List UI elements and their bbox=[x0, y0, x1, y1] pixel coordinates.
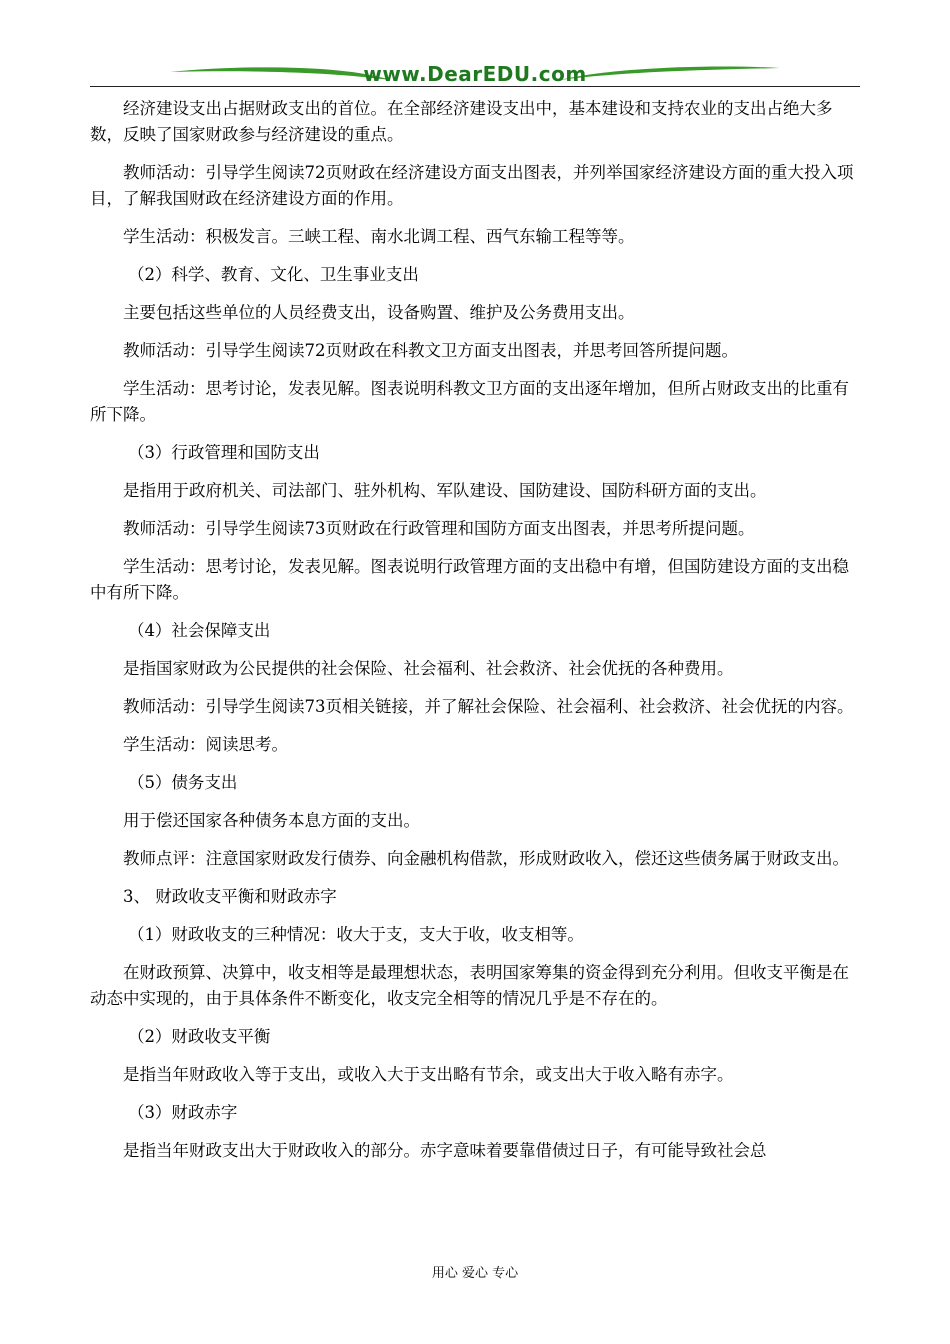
paragraph: 是指用于政府机关、司法部门、驻外机构、军队建设、国防建设、国防科研方面的支出。 bbox=[123, 481, 767, 500]
section-heading: （1）财政收支的三种情况：收大于支，支大于收，收支相等。 bbox=[127, 925, 584, 944]
paragraph: 教师点评：注意国家财政发行债券、向金融机构借款，形成财政收入，偿还这些债务属于财政支出。 bbox=[123, 849, 849, 868]
paragraph: 在财政预算、决算中，收支相等是最理想状态，表明国家筹集的资金得到充分利用。但收支平衡是在动态中实现的，由于具体条件不断变化，收支完全相等的情况几乎是不存在的。 bbox=[90, 963, 849, 1008]
site-name: www.DearEDU.com bbox=[363, 62, 587, 86]
paragraph: 学生活动：积极发言。三峡工程、南水北调工程、西气东输工程等等。 bbox=[123, 227, 635, 246]
paragraph: 教师活动：引导学生阅读73页相关链接，并了解社会保险、社会福利、社会救济、社会优抚的内容。 bbox=[123, 697, 854, 716]
section-heading: （5）债务支出 bbox=[127, 773, 238, 792]
paragraph: 是指当年财政支出大于财政收入的部分。赤字意味着要靠借债过日子，有可能导致社会总 bbox=[123, 1141, 767, 1160]
paragraph: 学生活动：思考讨论，发表见解。图表说明行政管理方面的支出稳中有增，但国防建设方面的支出稳中有所下降。 bbox=[90, 557, 849, 602]
section-heading: （3）行政管理和国防支出 bbox=[127, 443, 320, 462]
document-body bbox=[90, 96, 860, 1176]
paragraph: 主要包括这些单位的人员经费支出，设备购置、维护及公务费用支出。 bbox=[123, 303, 635, 322]
paragraph: 教师活动：引导学生阅读72页财政在经济建设方面支出图表，并列举国家经济建设方面的重大投入项目，了解我国财政在经济建设方面的作用。 bbox=[90, 163, 854, 208]
page-footer: 用心 爱心 专心 bbox=[431, 1266, 519, 1281]
section-heading: （4）社会保障支出 bbox=[127, 621, 271, 640]
paragraph: 教师活动：引导学生阅读72页财政在科教文卫方面支出图表，并思考回答所提问题。 bbox=[123, 341, 738, 360]
section-heading: （2）财政收支平衡 bbox=[127, 1027, 271, 1046]
paragraph: 学生活动：阅读思考。 bbox=[123, 735, 288, 754]
paragraph: 用于偿还国家各种债务本息方面的支出。 bbox=[123, 811, 420, 830]
paragraph: 经济建设支出占据财政支出的首位。在全部经济建设支出中，基本建设和支持农业的支出占绝大多数，反映了国家财政参与经济建设的重点。 bbox=[90, 99, 833, 144]
paragraph: 学生活动：思考讨论，发表见解。图表说明科教文卫方面的支出逐年增加，但所占财政支出的比重有所下降。 bbox=[90, 379, 849, 424]
header-rule bbox=[90, 86, 860, 87]
paragraph: 教师活动：引导学生阅读73页财政在行政管理和国防方面支出图表，并思考所提问题。 bbox=[123, 519, 755, 538]
section-heading: （2）科学、教育、文化、卫生事业支出 bbox=[127, 265, 419, 284]
paragraph: 是指当年财政收入等于支出，或收入大于支出略有节余，或支出大于收入略有赤字。 bbox=[123, 1065, 734, 1084]
section-heading: （3）财政赤字 bbox=[127, 1103, 238, 1122]
paragraph: 是指国家财政为公民提供的社会保险、社会福利、社会救济、社会优抚的各种费用。 bbox=[123, 659, 734, 678]
paragraph: 3、 财政收支平衡和财政赤字 bbox=[123, 887, 337, 906]
